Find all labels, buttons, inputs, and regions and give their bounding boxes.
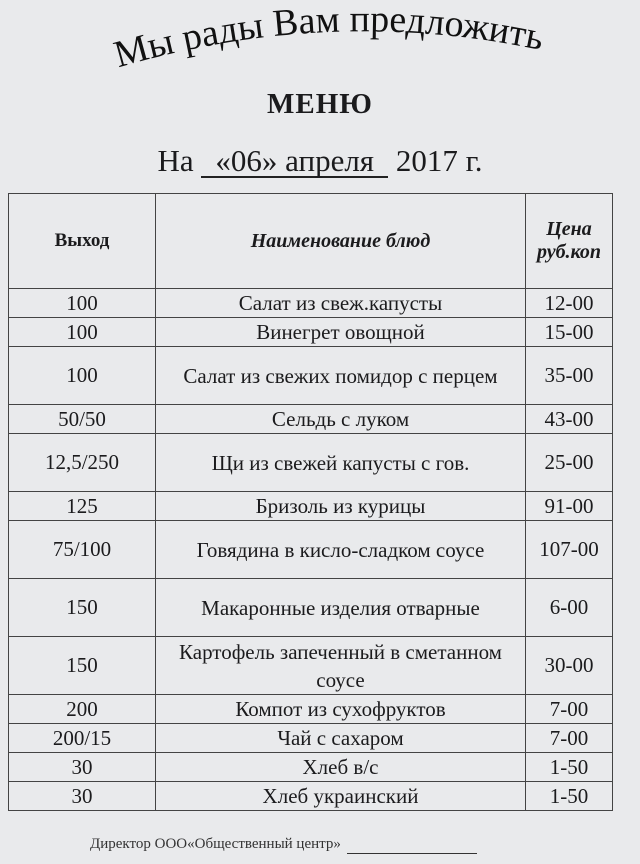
table-row: [9, 289, 613, 318]
row-price: 1-50: [526, 753, 613, 782]
greeting-heading: [0, 0, 640, 90]
date-suffix: 2017 г.: [395, 143, 483, 178]
row-output: 200: [9, 695, 156, 724]
table-row: [9, 521, 613, 579]
table-row: [9, 492, 613, 521]
row-dish-name: Салат из свежих помидор с перцем: [156, 347, 526, 405]
row-price: 30-00: [526, 637, 613, 695]
row-dish-name: Салат из свеж.капусты: [156, 289, 526, 318]
row-dish-name: Винегрет овощной: [156, 318, 526, 347]
row-price: 7-00: [526, 724, 613, 753]
row-output: 75/100: [9, 521, 156, 579]
director-label: Директор ООО«Общественный центр»: [90, 836, 341, 852]
director-signature-line: [90, 836, 477, 854]
table-row: [9, 695, 613, 724]
row-price: 15-00: [526, 318, 613, 347]
row-output: 50/50: [9, 405, 156, 434]
column-header-price: Цена руб.коп: [526, 194, 613, 289]
row-output: 100: [9, 318, 156, 347]
greeting-text: Мы рады Вам предложить: [109, 0, 548, 77]
row-output: 150: [9, 579, 156, 637]
table-row: [9, 753, 613, 782]
row-dish-name: Чай с сахаром: [156, 724, 526, 753]
row-price: 91-00: [526, 492, 613, 521]
menu-table: [8, 193, 613, 811]
row-dish-name: Хлеб украинский: [156, 782, 526, 811]
column-header-dish: Наименование блюд: [156, 194, 526, 289]
row-price: 12-00: [526, 289, 613, 318]
date-prefix: На: [157, 143, 194, 178]
table-row: [9, 724, 613, 753]
row-price: 107-00: [526, 521, 613, 579]
table-row: [9, 434, 613, 492]
row-price: 1-50: [526, 782, 613, 811]
table-row: [9, 318, 613, 347]
table-row: [9, 347, 613, 405]
row-price: 43-00: [526, 405, 613, 434]
table-header-row: [9, 194, 613, 289]
row-output: 30: [9, 782, 156, 811]
row-dish-name: Хлеб в/с: [156, 753, 526, 782]
row-output: 200/15: [9, 724, 156, 753]
row-output: 125: [9, 492, 156, 521]
row-output: 12,5/250: [9, 434, 156, 492]
row-dish-name: Компот из сухофруктов: [156, 695, 526, 724]
column-header-output: Выход: [9, 194, 156, 289]
row-dish-name: Говядина в кисло-сладком соусе: [156, 521, 526, 579]
row-output: 150: [9, 637, 156, 695]
date-line: [0, 143, 640, 179]
row-dish-name: Сельдь с луком: [156, 405, 526, 434]
table-row: [9, 579, 613, 637]
row-price: 35-00: [526, 347, 613, 405]
table-row: [9, 637, 613, 695]
row-output: 100: [9, 347, 156, 405]
menu-title: МЕНЮ: [267, 88, 373, 120]
table-row: [9, 405, 613, 434]
signature-blank: [347, 836, 477, 854]
row-price: 6-00: [526, 579, 613, 637]
row-dish-name: Щи из свежей капусты с гов.: [156, 434, 526, 492]
row-output: 100: [9, 289, 156, 318]
row-dish-name: Картофель запеченный в сметанном соусе: [156, 637, 526, 695]
table-row: [9, 782, 613, 811]
row-output: 30: [9, 753, 156, 782]
row-price: 25-00: [526, 434, 613, 492]
row-price: 7-00: [526, 695, 613, 724]
date-value: «06» апреля: [201, 146, 388, 178]
row-dish-name: Макаронные изделия отварные: [156, 579, 526, 637]
row-dish-name: Бризоль из курицы: [156, 492, 526, 521]
